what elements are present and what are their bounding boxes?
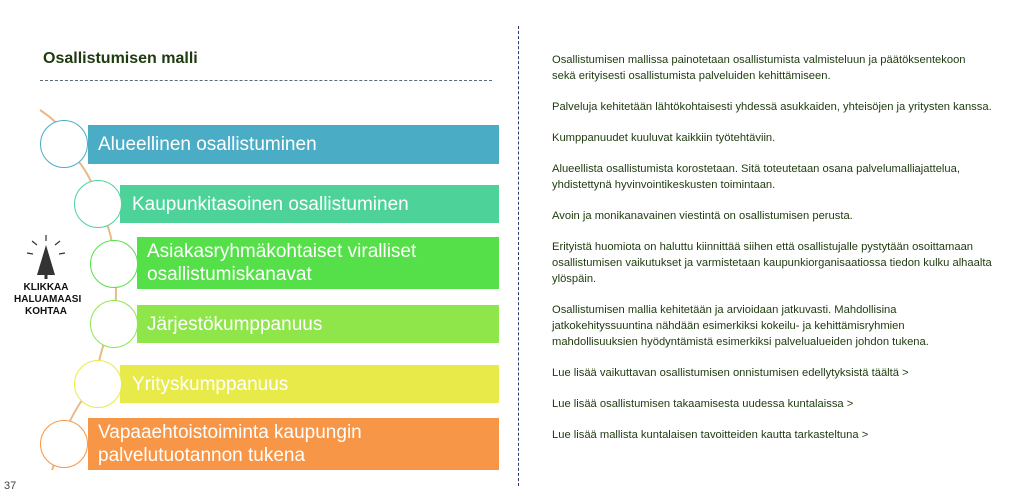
description-column <box>552 52 992 458</box>
diagram-item-kaupunkitasoinen[interactable] <box>120 185 499 223</box>
diagram-item-label: Alueellinen osallistuminen <box>98 134 317 155</box>
page-title: Osallistumisen malli <box>43 50 198 67</box>
paragraph: Palveluja kehitetään lähtökohtaisesti yhdessä asukkaiden, yhteisöjen ja yritysten kanssa. <box>552 101 992 113</box>
diagram-item-circle[interactable] <box>40 420 88 468</box>
diagram-item-circle[interactable] <box>74 360 122 408</box>
diagram-item-circle[interactable] <box>74 180 122 228</box>
diagram-item-circle[interactable] <box>40 120 88 168</box>
diagram-item-circle[interactable] <box>90 300 138 348</box>
diagram-item-jarjestokumppanuus[interactable] <box>137 305 499 343</box>
diagram-item-yrityskumppanuus[interactable] <box>120 365 499 403</box>
page-number: 37 <box>4 480 17 492</box>
diagram-item-vapaaehtoistoiminta[interactable] <box>88 418 499 470</box>
paragraph: Avoin ja monikanavainen viestintä on osallistumisen perusta. <box>552 210 853 222</box>
diagram-item-alueellinen[interactable] <box>88 125 499 164</box>
diagram-item-label: Yrityskumppanuus <box>132 373 289 395</box>
diagram-item-label: Kaupunkitasoinen osallistuminen <box>132 193 409 215</box>
click-hint-label: KLIKKAA HALUAMAASI KOHTAA <box>14 282 82 317</box>
diagram-item-label: Järjestökumppanuus <box>147 313 323 335</box>
diagram-item-asiakasryhmakohtaiset[interactable] <box>137 237 499 289</box>
click-hint-tree-icon <box>24 233 68 279</box>
diagram-item-circle[interactable] <box>90 240 138 288</box>
link-resident-goals[interactable]: Lue lisää mallista kuntalaisen tavoitteiden kautta tarkasteltuna > <box>552 429 869 441</box>
paragraph: Alueellista osallistumista korostetaan. Sitä toteutetaan osana palvelumalliajattelua, yhdistettynä hyvinvointikeskusten toimintaan. <box>552 163 960 191</box>
link-success-conditions[interactable]: Lue lisää vaikuttavan osallistumisen onnistumisen edellytyksistä täältä > <box>552 367 909 379</box>
link-municipal-law[interactable]: Lue lisää osallistumisen takaamisesta uudessa kuntalaissa > <box>552 398 854 410</box>
diagram-item-label: Asiakasryhmäkohtaiset viralliset osallistumiskanavat <box>147 241 417 285</box>
paragraph: Osallistumisen mallissa painotetaan osallistumista valmisteluun ja päätöksentekoon sekä erityisesti osallistumista palveluiden kehittämiseen. <box>552 54 966 82</box>
diagram-item-label: Vapaaehtoistoiminta kaupungin palvelutuotannon tukena <box>98 422 362 466</box>
paragraph: Erityistä huomiota on haluttu kiinnittää siihen että osallistujalle pystytään osoittamaan osallistumisen vaikutukset ja varmistetaan kaupunkiorganisaatiossa tiedon kulku alhaalta ylöspäin. <box>552 241 992 285</box>
paragraph: Osallistumisen mallia kehitetään ja arvioidaan jatkuvasti. Mahdollisina jatkokehityssuuntina nähdään esimerkiksi kokeilu- ja kehittämisryhmien mahdollisuuksien hyödyntämistä esimerkiksi palvelualueiden johdon tukena. <box>552 304 929 348</box>
paragraph: Kumppanuudet kuuluvat kaikkiin työtehtäviin. <box>552 132 776 144</box>
